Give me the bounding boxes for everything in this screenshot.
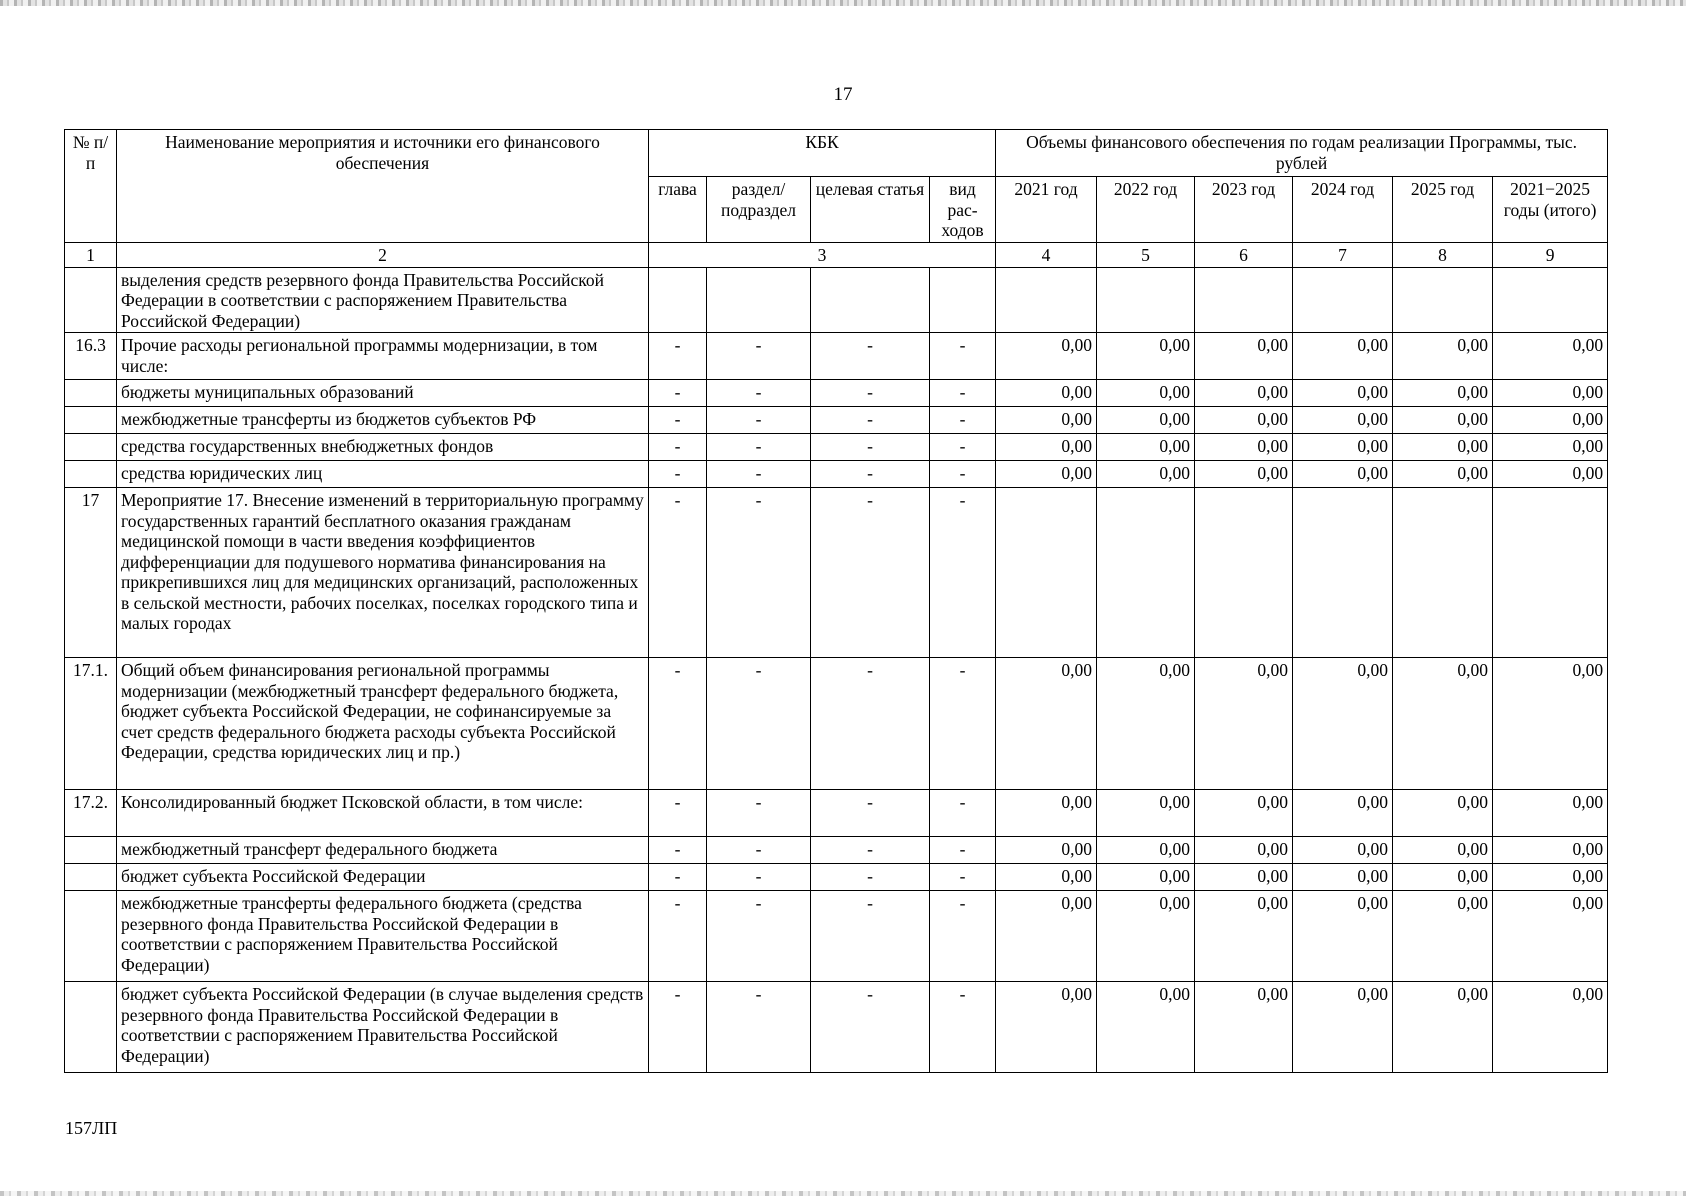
row-number: [65, 891, 117, 982]
table-row: [65, 982, 1608, 1073]
row-name: бюджеты муниципальных образований: [117, 380, 649, 407]
row-value-cell: 0,00: [996, 864, 1097, 891]
row-kbk-cell: -: [649, 380, 707, 407]
row-value-cell: 0,00: [1097, 434, 1195, 461]
row-value-cell: 0,00: [996, 982, 1097, 1073]
row-kbk-cell: -: [930, 658, 996, 790]
row-value-cell: 0,00: [1195, 837, 1293, 864]
row-kbk-cell: -: [649, 461, 707, 488]
table-row: [65, 658, 1608, 790]
row-name: бюджет субъекта Российской Федерации: [117, 864, 649, 891]
row-kbk-cell: -: [811, 864, 930, 891]
row-number: [65, 837, 117, 864]
row-value-cell: [1097, 488, 1195, 658]
row-name: средства государственных внебюджетных фондов: [117, 434, 649, 461]
row-value-cell: 0,00: [996, 837, 1097, 864]
row-value-cell: 0,00: [1293, 407, 1393, 434]
row-value-cell: [1195, 267, 1293, 333]
row-value-cell: 0,00: [1195, 434, 1293, 461]
row-kbk-cell: -: [707, 891, 811, 982]
row-kbk-cell: -: [930, 434, 996, 461]
row-value-cell: 0,00: [1097, 333, 1195, 380]
row-kbk-cell: -: [811, 982, 930, 1073]
header-year-2024: 2024 год: [1293, 177, 1393, 243]
row-value-cell: 0,00: [1293, 333, 1393, 380]
row-value-cell: 0,00: [996, 790, 1097, 837]
header-kbk-section: раздел/ подраздел: [707, 177, 811, 243]
row-kbk-cell: -: [707, 790, 811, 837]
col-number: 3: [649, 243, 996, 268]
row-number: [65, 461, 117, 488]
row-kbk-cell: -: [707, 658, 811, 790]
row-value-cell: 0,00: [1097, 790, 1195, 837]
col-number: 6: [1195, 243, 1293, 268]
scan-edge-bottom: [0, 1191, 1686, 1196]
table-row: [65, 407, 1608, 434]
row-kbk-cell: -: [930, 461, 996, 488]
row-number: [65, 407, 117, 434]
row-value-cell: 0,00: [1393, 380, 1493, 407]
row-kbk-cell: [930, 267, 996, 333]
row-kbk-cell: -: [811, 790, 930, 837]
table-row: [65, 891, 1608, 982]
row-value-cell: 0,00: [1393, 790, 1493, 837]
row-number: [65, 982, 117, 1073]
row-value-cell: 0,00: [996, 461, 1097, 488]
row-value-cell: 0,00: [1393, 434, 1493, 461]
table-row: [65, 461, 1608, 488]
row-value-cell: 0,00: [1195, 461, 1293, 488]
row-value-cell: 0,00: [996, 333, 1097, 380]
row-value-cell: [996, 267, 1097, 333]
row-value-cell: 0,00: [1293, 864, 1393, 891]
row-number: [65, 267, 117, 333]
col-number: 9: [1493, 243, 1608, 268]
row-value-cell: [1293, 267, 1393, 333]
header-year-2025: 2025 год: [1393, 177, 1493, 243]
row-kbk-cell: -: [811, 658, 930, 790]
footer-code: 157ЛП: [65, 1118, 118, 1138]
row-value-cell: 0,00: [1393, 407, 1493, 434]
row-number: [65, 434, 117, 461]
row-value-cell: 0,00: [1293, 380, 1393, 407]
row-value-cell: 0,00: [996, 380, 1097, 407]
row-value-cell: 0,00: [1493, 380, 1608, 407]
row-kbk-cell: -: [811, 488, 930, 658]
row-name: межбюджетные трансферты федерального бюджета (средства резервного фонда Правительства Российской Федерации в соответствии с распоряжением Правительства Российской Федерации): [117, 891, 649, 982]
row-value-cell: 0,00: [1493, 864, 1608, 891]
row-value-cell: 0,00: [1393, 333, 1493, 380]
header-kbk-expense-type: вид рас-ходов: [930, 177, 996, 243]
row-kbk-cell: -: [707, 461, 811, 488]
row-value-cell: 0,00: [1493, 434, 1608, 461]
header-year-total: 2021−2025 годы (итого): [1493, 177, 1608, 243]
row-value-cell: 0,00: [1097, 380, 1195, 407]
row-value-cell: 0,00: [1393, 982, 1493, 1073]
row-value-cell: [1393, 267, 1493, 333]
row-name: средства юридических лиц: [117, 461, 649, 488]
row-value-cell: 0,00: [1493, 333, 1608, 380]
row-name: межбюджетные трансферты из бюджетов субъектов РФ: [117, 407, 649, 434]
row-value-cell: 0,00: [1097, 891, 1195, 982]
row-value-cell: 0,00: [996, 658, 1097, 790]
row-value-cell: 0,00: [1393, 864, 1493, 891]
row-value-cell: 0,00: [1393, 658, 1493, 790]
row-kbk-cell: -: [707, 982, 811, 1073]
table-row: [65, 267, 1608, 333]
row-value-cell: 0,00: [1293, 837, 1393, 864]
col-number: 1: [65, 243, 117, 268]
header-kbk-group: КБК: [649, 130, 996, 177]
row-value-cell: 0,00: [1195, 407, 1293, 434]
row-kbk-cell: [649, 267, 707, 333]
row-kbk-cell: -: [649, 658, 707, 790]
row-value-cell: 0,00: [996, 891, 1097, 982]
row-value-cell: 0,00: [1293, 982, 1393, 1073]
header-kbk-chapter: глава: [649, 177, 707, 243]
row-value-cell: 0,00: [1097, 837, 1195, 864]
row-value-cell: 0,00: [996, 407, 1097, 434]
row-value-cell: 0,00: [1195, 982, 1293, 1073]
col-number: 2: [117, 243, 649, 268]
row-number: 17: [65, 488, 117, 658]
row-kbk-cell: -: [707, 380, 811, 407]
table-row: [65, 790, 1608, 837]
table-row: [65, 434, 1608, 461]
header-year-2023: 2023 год: [1195, 177, 1293, 243]
col-number: 8: [1393, 243, 1493, 268]
row-value-cell: 0,00: [1493, 790, 1608, 837]
row-name: Мероприятие 17. Внесение изменений в территориальную программу государственных гарантий бесплатного оказания гражданам медицинской помощи в части введения коэффициентов дифференциации для подушевого норматива финансирования на прикрепившихся лиц для медицинских организаций, расположенных в сельской местности, рабочих поселках, поселках городского типа и малых городах: [117, 488, 649, 658]
header-kbk-target: целевая статья: [811, 177, 930, 243]
row-value-cell: [1097, 267, 1195, 333]
row-kbk-cell: -: [707, 407, 811, 434]
row-value-cell: 0,00: [1097, 461, 1195, 488]
row-number: [65, 380, 117, 407]
row-value-cell: [1293, 488, 1393, 658]
row-value-cell: 0,00: [1195, 380, 1293, 407]
row-value-cell: 0,00: [1097, 982, 1195, 1073]
page-number: 17: [833, 84, 853, 105]
row-kbk-cell: -: [649, 864, 707, 891]
row-value-cell: [1195, 488, 1293, 658]
row-kbk-cell: -: [707, 488, 811, 658]
row-kbk-cell: -: [930, 407, 996, 434]
row-kbk-cell: -: [811, 407, 930, 434]
row-kbk-cell: -: [707, 434, 811, 461]
row-value-cell: 0,00: [1097, 407, 1195, 434]
row-number: 16.3: [65, 333, 117, 380]
row-value-cell: 0,00: [1393, 837, 1493, 864]
row-value-cell: 0,00: [1493, 982, 1608, 1073]
row-value-cell: 0,00: [996, 434, 1097, 461]
row-kbk-cell: -: [811, 434, 930, 461]
row-value-cell: 0,00: [1195, 864, 1293, 891]
row-number: 17.1.: [65, 658, 117, 790]
row-value-cell: 0,00: [1293, 658, 1393, 790]
row-kbk-cell: [707, 267, 811, 333]
row-value-cell: [996, 488, 1097, 658]
header-name: Наименование мероприятия и источники его финансового обеспечения: [117, 130, 649, 243]
row-name: выделения средств резервного фонда Правительства Российской Федерации в соответствии с распоряжением Правительства Российской Федерации): [117, 267, 649, 333]
row-kbk-cell: -: [649, 333, 707, 380]
row-value-cell: 0,00: [1493, 891, 1608, 982]
row-value-cell: 0,00: [1293, 891, 1393, 982]
column-number-row: [65, 243, 1608, 268]
row-value-cell: 0,00: [1097, 864, 1195, 891]
row-kbk-cell: [811, 267, 930, 333]
row-kbk-cell: -: [649, 790, 707, 837]
row-value-cell: 0,00: [1493, 658, 1608, 790]
row-kbk-cell: -: [811, 837, 930, 864]
row-kbk-cell: -: [930, 380, 996, 407]
col-number: 7: [1293, 243, 1393, 268]
row-value-cell: 0,00: [1195, 790, 1293, 837]
row-value-cell: 0,00: [1195, 658, 1293, 790]
row-kbk-cell: -: [930, 891, 996, 982]
row-kbk-cell: -: [707, 837, 811, 864]
header-row-1: [65, 130, 1608, 177]
row-number: [65, 864, 117, 891]
row-kbk-cell: -: [649, 434, 707, 461]
row-value-cell: 0,00: [1293, 434, 1393, 461]
table-row: [65, 333, 1608, 380]
row-value-cell: 0,00: [1293, 461, 1393, 488]
row-name: межбюджетный трансферт федерального бюджета: [117, 837, 649, 864]
row-kbk-cell: -: [649, 982, 707, 1073]
col-number: 5: [1097, 243, 1195, 268]
row-kbk-cell: -: [930, 837, 996, 864]
row-kbk-cell: -: [649, 488, 707, 658]
row-name: Прочие расходы региональной программы модернизации, в том числе:: [117, 333, 649, 380]
row-kbk-cell: -: [811, 380, 930, 407]
row-kbk-cell: -: [649, 837, 707, 864]
row-kbk-cell: -: [930, 790, 996, 837]
row-value-cell: 0,00: [1097, 658, 1195, 790]
row-kbk-cell: -: [930, 864, 996, 891]
row-value-cell: [1393, 488, 1493, 658]
row-number: 17.2.: [65, 790, 117, 837]
row-value-cell: 0,00: [1493, 407, 1608, 434]
row-value-cell: 0,00: [1393, 461, 1493, 488]
row-value-cell: 0,00: [1293, 790, 1393, 837]
row-value-cell: 0,00: [1195, 333, 1293, 380]
row-value-cell: [1493, 267, 1608, 333]
row-kbk-cell: -: [649, 407, 707, 434]
row-kbk-cell: -: [707, 333, 811, 380]
header-year-2021: 2021 год: [996, 177, 1097, 243]
row-kbk-cell: -: [811, 891, 930, 982]
header-year-2022: 2022 год: [1097, 177, 1195, 243]
scan-edge-top: [0, 0, 1686, 6]
row-name: Общий объем финансирования региональной программы модернизации (межбюджетный трансферт федерального бюджета, бюджет субъекта Российской Федерации, не софинансируемые за счет средств федерального бюджета расходы субъекта Российской Федерации, средства юридических лиц и пр.): [117, 658, 649, 790]
row-value-cell: 0,00: [1393, 891, 1493, 982]
row-kbk-cell: -: [649, 891, 707, 982]
row-value-cell: 0,00: [1493, 837, 1608, 864]
row-kbk-cell: -: [811, 333, 930, 380]
header-volumes-group: Объемы финансового обеспечения по годам реализации Программы, тыс. рублей: [996, 130, 1608, 177]
financing-table: [64, 129, 1608, 1073]
row-kbk-cell: -: [930, 488, 996, 658]
table-row: [65, 488, 1608, 658]
table-row: [65, 380, 1608, 407]
row-kbk-cell: -: [811, 461, 930, 488]
row-value-cell: 0,00: [1195, 891, 1293, 982]
col-number: 4: [996, 243, 1097, 268]
row-kbk-cell: -: [930, 333, 996, 380]
row-value-cell: 0,00: [1493, 461, 1608, 488]
header-num: № п/п: [65, 130, 117, 243]
row-kbk-cell: -: [930, 982, 996, 1073]
row-kbk-cell: -: [707, 864, 811, 891]
row-name: бюджет субъекта Российской Федерации (в случае выделения средств резервного фонда Правительства Российской Федерации в соответствии с распоряжением Правительства Российской Федерации): [117, 982, 649, 1073]
table-row: [65, 864, 1608, 891]
row-name: Консолидированный бюджет Псковской области, в том числе:: [117, 790, 649, 837]
row-value-cell: [1493, 488, 1608, 658]
table-row: [65, 837, 1608, 864]
